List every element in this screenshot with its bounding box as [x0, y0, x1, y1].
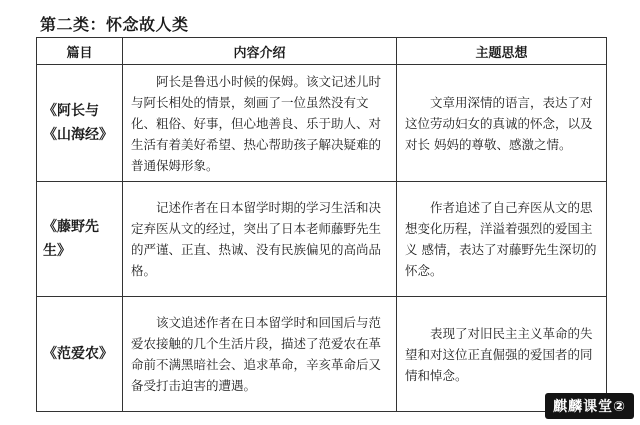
header-theme: 主题思想 [397, 38, 607, 65]
row-content: 记述作者在日本留学时期的学习生活和决定弃医从文的经过，突出了日本老师藤野先生的严谨、正直、热诚、没有民族偏见的高尚品格。 [123, 182, 397, 297]
row-title: 《藤野先生》 [37, 182, 123, 297]
row-content: 该文追述作者在日本留学时和回国后与范爱农接触的几个生活片段，描述了范爱农在革命前不满黑暗社会、追求革命，辛亥革命后又备受打击迫害的遭遇。 [123, 297, 397, 412]
row-theme: 作者追述了自己弃医从文的思想变化历程，洋溢着强烈的爱国主义 感情，表达了对藤野先生深切的怀念。 [397, 182, 607, 297]
section-heading: 第二类：怀念故人类 [40, 15, 189, 34]
table-header-row [37, 38, 607, 65]
table-row [37, 182, 607, 297]
works-table [36, 37, 607, 412]
watermark-badge: 麒麟课堂② [545, 393, 634, 419]
row-title: 《范爱农》 [37, 297, 123, 412]
table-row [37, 65, 607, 182]
header-content: 内容介绍 [123, 38, 397, 65]
header-title: 篇目 [37, 38, 123, 65]
row-title: 《阿长与《山海经》 [37, 65, 123, 182]
row-theme: 文章用深情的语言，表达了对这位劳动妇女的真诚的怀念，以及对长 妈妈的尊敬、感激之情。 [397, 65, 607, 182]
table-row [37, 297, 607, 412]
row-content: 阿长是鲁迅小时候的保姆。该文记述儿时与阿长相处的情景，刻画了一位虽然没有文化、粗俗、好事，但心地善良、乐于助人、对生活有着美好希望、热心帮助孩子解决疑难的普通保姆形象。 [123, 65, 397, 182]
row-theme: 表现了对旧民主主义革命的失望和对这位正直倔强的爱国者的同情和悼念。 [397, 297, 607, 412]
